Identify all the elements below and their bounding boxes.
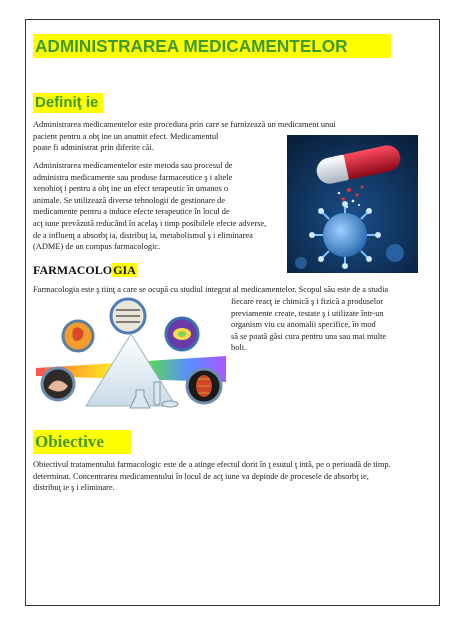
text-line: medicamente pentru a induce efecte terapeutice în locul de <box>33 207 230 217</box>
text-line: previamente create, testate ş i utilizate într-un <box>231 308 384 318</box>
section-heading-definitie: Definiţ ie <box>33 93 103 113</box>
text-line: acţ iune prevăzută reducând în acelaş i timp posibilele efecte adverse, <box>33 218 267 228</box>
text-line: să se poată găsi cura pentru una sau mai multe <box>231 331 387 341</box>
heading-highlight: GIA <box>113 263 136 277</box>
text-line: pacient pentru a obţ ine un anumit efect. Medicamentul <box>33 131 219 141</box>
page-title: ADMINISTRAREA MEDICAMENTELOR <box>33 34 391 58</box>
text-line: Administrarea medicamentelor este metoda sau procesul de <box>33 161 233 170</box>
text-line: xenobioţ i pentru a obţ ine un efect terapeutic în umanos o <box>33 184 229 194</box>
farmacologia-line-1: Farmacologia este ş tiinţ a care se ocupă cu studiul integrat al medicamentelor. Scopul său este de a studia <box>33 285 389 294</box>
text-line: organism viu cu anomalii specifice, în mod <box>231 320 376 330</box>
text-line: determinat. Concentrarea medicamentului în locul de acţ iune va depinde de procesele de absorbţ ie, <box>33 471 369 481</box>
section-heading-obiective: Obiective <box>33 430 131 454</box>
text-line: Administrarea medicamentelor este procedura prin care se furnizează un medicament unui <box>33 120 336 129</box>
text-line: (ADME) de un compus farmacologic. <box>33 242 161 252</box>
obiective-paragraph <box>33 459 433 494</box>
definitie-paragraph-2 <box>33 160 298 253</box>
farmacologia-paragraph <box>231 296 431 354</box>
text-line: distribuţ ie ş i eliminare. <box>33 483 115 493</box>
text-line: animale. Se utilizează diverse tehnologii de gestionare de <box>33 195 226 205</box>
heading-part: FARMACOLO <box>33 263 113 277</box>
capsule-virus-image <box>287 135 418 273</box>
text-line: de a influenţ a absorbţ ia, distribuţ ia, metabolismul ş i eliminarea <box>33 230 253 240</box>
text-line: administra medicamente sau produse farmaceutice ş i altele <box>33 172 233 182</box>
text-line: boli. <box>231 343 247 353</box>
section-heading-farmacologia <box>33 263 137 278</box>
pharmacology-illustration <box>36 296 226 414</box>
text-line: poate fi administrat prin diferite căi. <box>33 143 154 153</box>
text-line: fiecare reacţ ie chimică ş i fizică a produselor <box>231 297 384 306</box>
text-line: Obiectivul tratamentului farmacologic este de a atinge efectul dorit în ţ esutul ţ intă, pe o perioadă de timp. <box>33 460 391 469</box>
